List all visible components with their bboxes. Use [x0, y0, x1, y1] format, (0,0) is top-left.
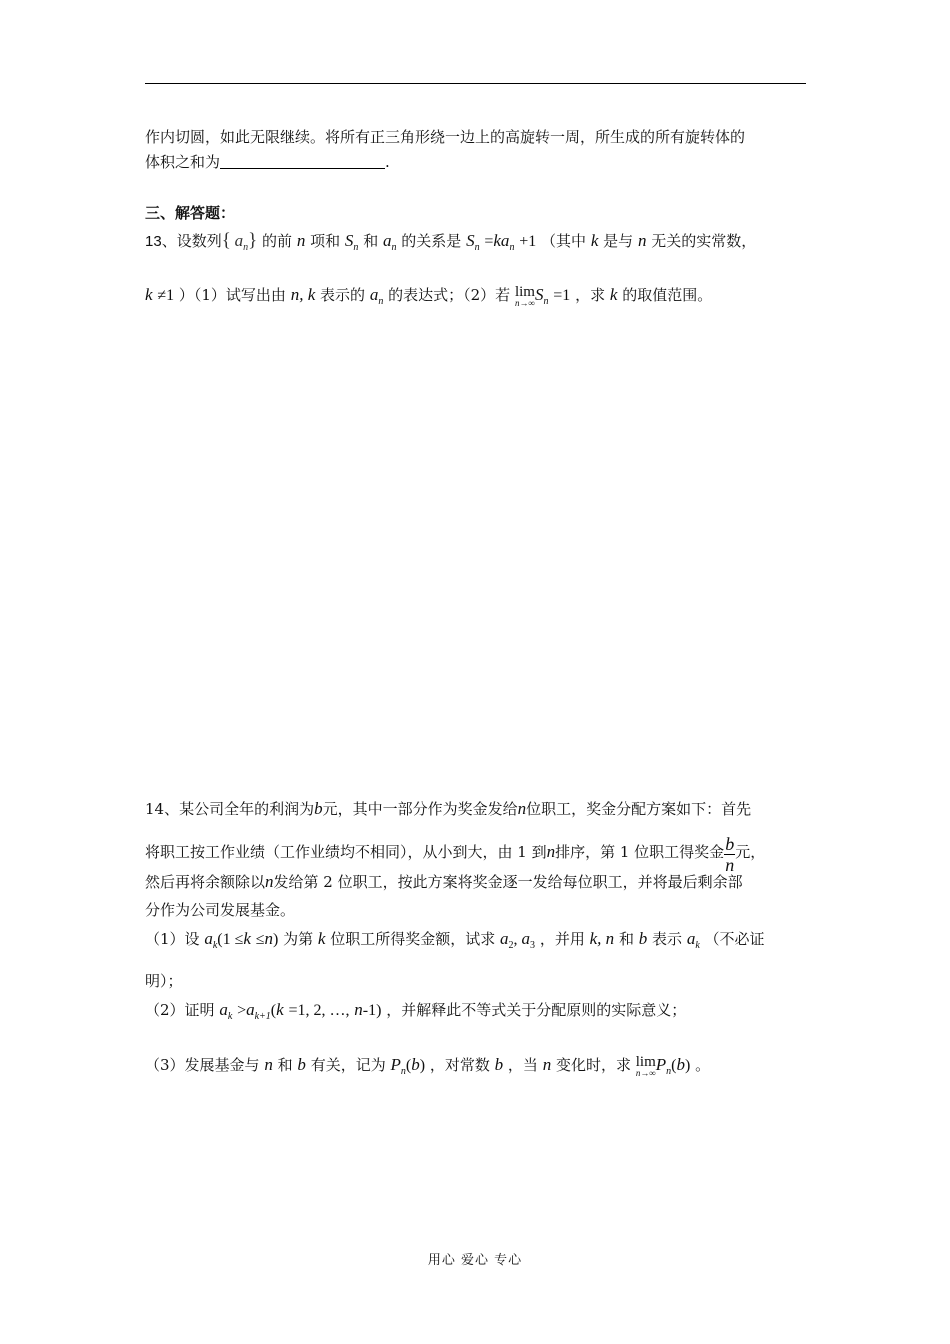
q14-text: 将职工按工作业绩（工作业绩均不相同），从小到大，由 1 到	[145, 843, 547, 861]
q14-text: 排序，第 1 位职工得奖金	[555, 843, 725, 861]
q14-text: ，并用	[539, 930, 585, 948]
q14-text: 为第	[283, 930, 314, 948]
q14-text: 然后再将余额除以	[145, 873, 266, 891]
q14-text: ，并解释此不等式关于分配原则的实际意义；	[386, 1001, 687, 1019]
math-inequality: $a_k >a_{k+1}(k =1$, 2, …, n-1)	[219, 1000, 382, 1022]
q13-text: 表示的	[320, 286, 366, 304]
q14-text: 14、某公司全年的利润为	[145, 800, 315, 818]
footer-text: 用心 爱心 专心	[427, 1253, 523, 1268]
math-ak-range: $a_k(1 \le k \le n)$	[204, 929, 279, 951]
q14-text: 分作为公司发展基金。	[145, 901, 296, 919]
q14-part-3	[145, 1054, 710, 1083]
math-limit-pn: lim n→∞ $P_n(b)$	[635, 1054, 691, 1078]
math-b: b	[314, 799, 323, 818]
math-pn-b: $P_n(b)$	[390, 1055, 426, 1077]
q13-text: （其中	[541, 232, 587, 250]
math-n: n	[517, 799, 527, 818]
math-k: k	[317, 929, 326, 948]
q14-text: 。	[695, 1056, 711, 1074]
q13-text: ，求	[575, 286, 606, 304]
q12-tail-line-2	[145, 151, 390, 173]
math-k-neq-1: k ≠1	[145, 285, 175, 304]
page-footer	[0, 1249, 950, 1268]
math-k-n: k, n	[589, 929, 615, 948]
q13-text: 的取值范围。	[622, 286, 713, 304]
q14-text: 发给第 2 位职工，按此方案将奖金逐一发给每位职工，并将最后剩余部	[273, 873, 743, 891]
q13-text: 无关的实常数，	[651, 232, 757, 250]
q14-text: 有关，记为	[310, 1056, 386, 1074]
q14-line-3	[145, 871, 743, 893]
q14-text: 位职工所得奖金额，试求	[330, 930, 496, 948]
q13-text: 、设数列	[161, 232, 222, 250]
section-header	[145, 202, 235, 224]
q13-text: 的表达式；（2）若	[388, 286, 511, 304]
q14-text: （2）证明	[145, 1001, 215, 1019]
q13-number: 13	[145, 233, 162, 250]
math-n: n	[546, 842, 556, 861]
q13-line-1	[145, 230, 756, 259]
q14-text: 和	[277, 1056, 293, 1074]
q12-period: .	[385, 153, 390, 171]
q13-text: 和	[363, 232, 379, 250]
math-k: k	[590, 231, 599, 250]
q14-text: （1）设	[145, 930, 200, 948]
section-title: 三、解答题：	[145, 204, 236, 222]
q14-text: 变化时，求	[555, 1056, 631, 1074]
q14-text: ，对常数	[429, 1056, 490, 1074]
math-an: $a_n$	[369, 285, 384, 307]
q13-text: 的前	[262, 232, 293, 250]
q14-text: 位职工，奖金分配方案如下：首先	[526, 800, 752, 818]
q13-text: ）（1）试写出由	[178, 286, 286, 304]
math-an: $a_n$	[383, 231, 397, 253]
q14-line-2	[145, 834, 765, 875]
q14-text: 明）；	[145, 972, 183, 990]
math-b: b	[638, 929, 648, 948]
math-sn: $S_n$	[344, 231, 359, 253]
math-b: b	[297, 1055, 306, 1074]
q14-text: 元，其中一部分作为奖金发给	[322, 800, 518, 818]
q14-text: （不必证	[704, 930, 765, 948]
math-limit-sn: lim n→∞ $S_n =1$	[514, 284, 571, 308]
math-n: n	[542, 1055, 552, 1074]
q14-text: 表示	[652, 930, 683, 948]
math-k: k	[609, 285, 618, 304]
q13-text: 是与	[603, 232, 634, 250]
answer-blank	[220, 154, 385, 169]
sequence-an-expr: { $a_n$}	[221, 230, 258, 253]
q14-text: 元，	[735, 843, 766, 861]
q12-text-2: 体积之和为	[145, 153, 221, 171]
q13-line-2	[145, 284, 712, 313]
q14-text: ，当	[507, 1056, 538, 1074]
q14-text: 和	[618, 930, 634, 948]
q13-text: 的关系是	[401, 232, 462, 250]
math-fraction-b-over-n: $\frac{b}{n}$	[725, 834, 735, 875]
header-rule	[145, 83, 806, 84]
math-n: n	[264, 1055, 273, 1074]
q14-line-4	[145, 899, 295, 921]
q13-text: 项和	[310, 232, 341, 250]
q12-tail-line-1	[145, 126, 745, 148]
q14-part-1-line-1	[145, 928, 765, 957]
q14-part-2	[145, 999, 686, 1028]
math-b: b	[494, 1055, 504, 1074]
math-n: n	[637, 231, 647, 250]
math-n: n	[265, 872, 274, 891]
math-relation: $S_n =ka_n +1$	[466, 231, 537, 253]
q14-part-1-line-2	[145, 970, 183, 992]
q12-text-1: 作内切圆，如此无限继续。将所有正三角形绕一边上的高旋转一周，所生成的所有旋转体的	[145, 128, 746, 146]
math-a2-a3: $a_2$, $a_3$	[500, 929, 536, 951]
q14-line-1	[145, 798, 751, 820]
math-n: n	[296, 231, 306, 250]
q14-text: （3）发展基金与	[145, 1056, 260, 1074]
math-n-k: n, k	[290, 285, 316, 304]
math-ak: $a_k$	[686, 929, 700, 951]
